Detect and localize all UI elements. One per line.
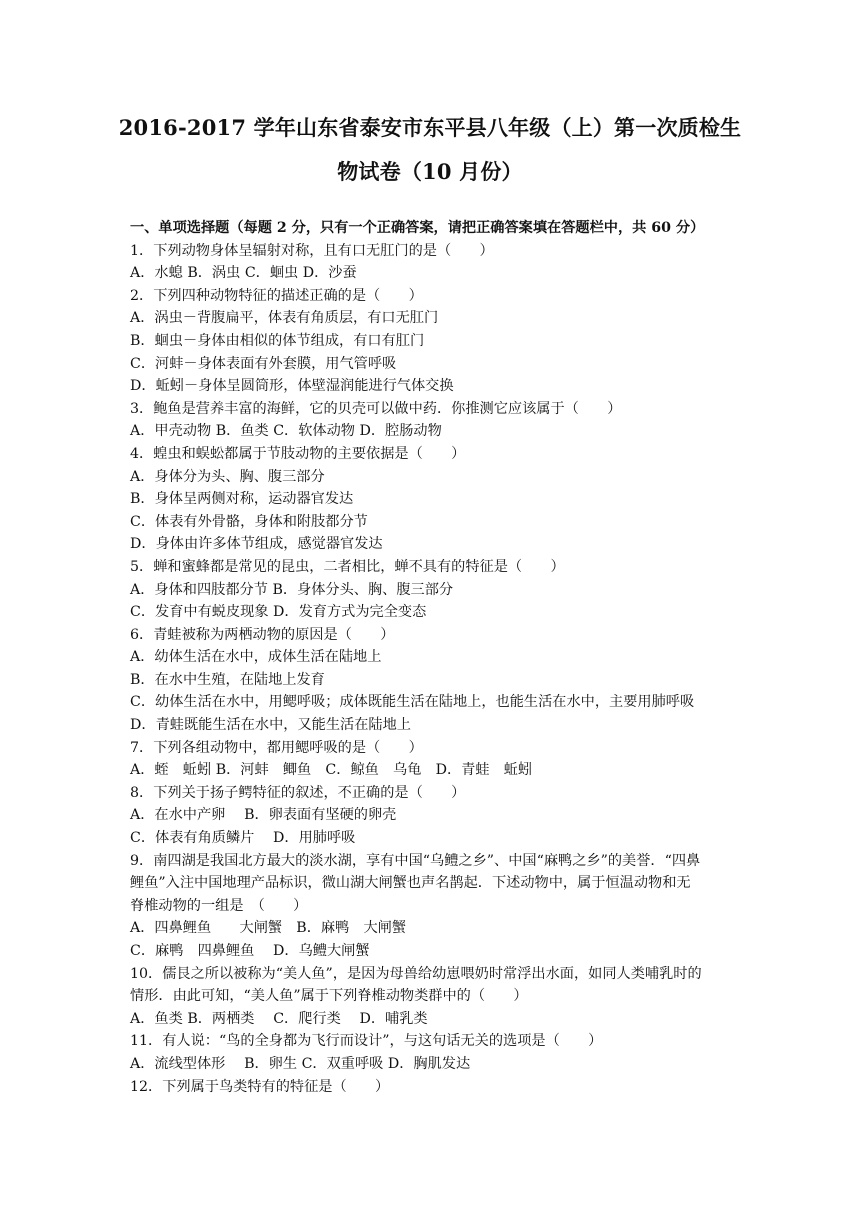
question-text: 脊椎动物的一组是 （ ） bbox=[130, 897, 308, 914]
answer-option: D．蚯蚓－身体呈圆筒形，体壁湿润能进行气体交换 bbox=[130, 378, 454, 395]
answer-options: A．身体和四肢都分节 B．身体分头、胸、腹三部分 bbox=[130, 581, 454, 598]
question-text: 6．青蛙被称为两栖动物的原因是（ ） bbox=[130, 626, 395, 643]
answer-option: C．体表有外骨骼，身体和附肢都分节 bbox=[130, 513, 368, 530]
answer-option: B．在水中生殖，在陆地上发育 bbox=[130, 671, 325, 688]
answer-options: A．四鼻鲤鱼 大闸蟹 B．麻鸭 大闸蟹 bbox=[130, 920, 407, 937]
question-text: 鲤鱼”入注中国地理产品标识，微山湖大闸蟹也声名鹊起．下述动物中，属于恒温动物和无 bbox=[130, 875, 691, 892]
question-text: 1．下列动物身体呈辐射对称，且有口无肛门的是（ ） bbox=[130, 242, 494, 259]
answer-options: A．蛭 蚯蚓 B．河蚌 鲫鱼 C．鲸鱼 乌龟 D．青蛙 蚯蚓 bbox=[130, 762, 533, 779]
question-text: 11．有人说：“鸟的全身都为飞行而设计”，与这句话无关的选项是（ ） bbox=[130, 1033, 603, 1050]
exam-title-line-1: 2016-2017 学年山东省泰安市东平县八年级（上）第一次质检生 bbox=[118, 115, 742, 140]
answer-options: A．水螅 B．涡虫 C．蛔虫 D．沙蚕 bbox=[130, 265, 357, 282]
answer-options: C．麻鸭 四鼻鲤鱼 D．乌鳢大闸蟹 bbox=[130, 943, 370, 959]
answer-options: A．在水中产卵 B．卵表面有坚硬的卵壳 bbox=[130, 807, 397, 824]
answer-option: C．幼体生活在水中，用鳃呼吸；成体既能生活在陆地上，也能生活在水中，主要用肺呼吸 bbox=[130, 694, 695, 711]
answer-options: A．甲壳动物 B．鱼类 C．软体动物 D．腔肠动物 bbox=[130, 423, 442, 440]
section-heading: 一、单项选择题（每题 2 分，只有一个正确答案，请把正确答案填在答题栏中，共 60 分） bbox=[130, 220, 705, 236]
question-text: 8．下列关于扬子鳄特征的叙述，不正确的是（ ） bbox=[130, 784, 466, 801]
answer-option: B．身体呈两侧对称，运动器官发达 bbox=[130, 491, 354, 508]
answer-options: C．发育中有蜕皮现象 D．发育方式为完全变态 bbox=[130, 604, 427, 621]
answer-option: D．青蛙既能生活在水中，又能生活在陆地上 bbox=[130, 717, 411, 734]
answer-option: C．河蚌－身体表面有外套膜，用气管呼吸 bbox=[130, 355, 397, 372]
question-text: 10．儒艮之所以被称为“美人鱼”，是因为母兽给幼崽喂奶时常浮出水面，如同人类哺乳时的 bbox=[130, 965, 702, 982]
question-text: 7．下列各组动物中，都用鳃呼吸的是（ ） bbox=[130, 739, 423, 756]
question-text: 5．蝉和蜜蜂都是常见的昆虫，二者相比，蝉不具有的特征是（ ） bbox=[130, 558, 565, 575]
answer-option: B．蛔虫－身体由相似的体节组成，有口有肛门 bbox=[130, 332, 425, 349]
answer-option: A．幼体生活在水中，成体生活在陆地上 bbox=[130, 649, 382, 666]
question-text: 9．南四湖是我国北方最大的淡水湖，享有中国“乌鳢之乡”、中国“麻鸭之乡”的美誉．“四鼻 bbox=[130, 852, 701, 869]
exam-title-line-2: 物试卷（10 月份） bbox=[337, 159, 523, 184]
question-text: 12．下列属于鸟类特有的特征是（ ） bbox=[130, 1078, 390, 1095]
answer-option: D．身体由许多体节组成，感觉器官发达 bbox=[130, 536, 383, 553]
question-text: 3．鲍鱼是营养丰富的海鲜，它的贝壳可以做中药．你推测它应该属于（ ） bbox=[130, 400, 622, 417]
question-text: 2．下列四种动物特征的描述正确的是（ ） bbox=[130, 287, 423, 304]
answer-option: A．身体分为头、胸、腹三部分 bbox=[130, 468, 325, 485]
question-text: 情形．由此可知，“美人鱼”属于下列脊椎动物类群中的（ ） bbox=[130, 988, 528, 1005]
answer-option: A．涡虫－背腹扁平，体表有角质层，有口无肛门 bbox=[130, 310, 439, 327]
answer-options: C．体表有角质鳞片 D．用肺呼吸 bbox=[130, 830, 356, 847]
question-text: 4．蝗虫和蜈蚣都属于节肢动物的主要依据是（ ） bbox=[130, 445, 466, 462]
answer-options: A．流线型体形 B．卵生 C．双重呼吸 D．胸肌发达 bbox=[130, 1055, 471, 1072]
question-body bbox=[130, 217, 740, 1098]
answer-options: A．鱼类 B．两栖类 C．爬行类 D．哺乳类 bbox=[130, 1010, 428, 1027]
